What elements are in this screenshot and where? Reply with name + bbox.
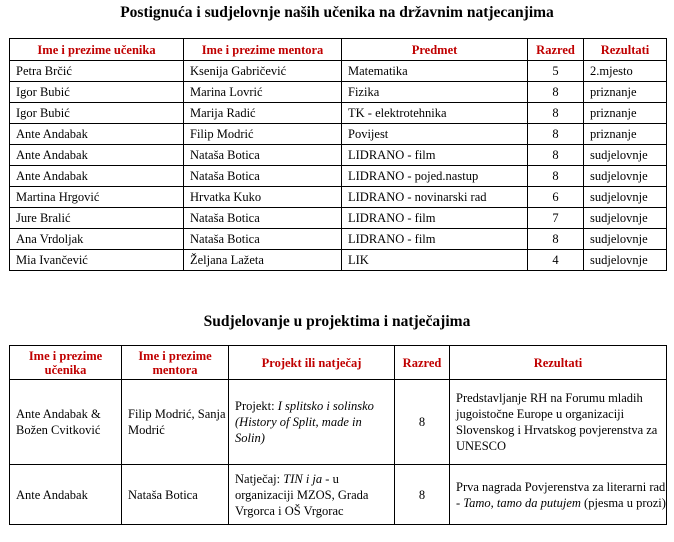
table-row [10, 208, 667, 229]
project-cell [229, 380, 395, 465]
section1-title: Postignuća i sudjelovnje naših učenika na državnim natjecanjima [120, 4, 554, 21]
table-header-row [10, 346, 667, 380]
project-suffix: - u organizaciji MZOS, Grada Vrgorca i OŠ Vrgorac [235, 471, 369, 518]
header-grade: Razred [528, 39, 584, 61]
table-row [10, 187, 667, 208]
table-row [10, 103, 667, 124]
grade-cell: 8 [395, 380, 450, 465]
subject-cell: LIDRANO - film [342, 208, 528, 229]
subject-cell: LIDRANO - novinarski rad [342, 187, 528, 208]
table-row [10, 250, 667, 271]
student-cell: Jure Bralić [10, 208, 184, 229]
header-grade: Razred [395, 346, 450, 380]
subject-cell: LIDRANO - film [342, 229, 528, 250]
grade-cell: 8 [528, 103, 584, 124]
mentor-cell: Filip Modrić [184, 124, 342, 145]
subject-cell: TK - elektrotehnika [342, 103, 528, 124]
project-prefix: Projekt: [235, 399, 278, 413]
result-cell: sudjelovnje [584, 208, 667, 229]
grade-cell: 8 [528, 124, 584, 145]
result-cell: sudjelovnje [584, 250, 667, 271]
mentor-cell: Željana Lažeta [184, 250, 342, 271]
mentor-cell: Nataša Botica [184, 166, 342, 187]
projects-table [9, 345, 667, 525]
student-cell: Ante Andabak [10, 166, 184, 187]
mentor-cell: Ksenija Gabričević [184, 61, 342, 82]
grade-cell: 8 [528, 229, 584, 250]
project-prefix: Natječaj: [235, 471, 284, 486]
project-cell [229, 465, 395, 525]
mentor-cell: Marina Lovrić [184, 82, 342, 103]
result-cell [450, 465, 667, 525]
subject-cell: LIK [342, 250, 528, 271]
project-title: TIN i ja [283, 471, 323, 486]
mentor-cell: Nataša Botica [184, 208, 342, 229]
header-student: Ime i prezime učenika [10, 346, 122, 380]
table-header-row [10, 39, 667, 61]
table-row [10, 82, 667, 103]
mentor-cell: Nataša Botica [122, 465, 229, 525]
subject-cell: LIDRANO - pojed.nastup [342, 166, 528, 187]
result-cell [450, 380, 667, 465]
table-row [10, 465, 667, 525]
header-project: Projekt ili natječaj [229, 346, 395, 380]
subject-cell: LIDRANO - film [342, 145, 528, 166]
table-row [10, 166, 667, 187]
result-cell: sudjelovnje [584, 187, 667, 208]
header-mentor: Ime i prezime mentora [184, 39, 342, 61]
student-cell: Igor Bubić [10, 82, 184, 103]
result-prefix: Prva nagrada Povjerenstva za literarni rad - [456, 479, 666, 510]
student-cell: Ana Vrdoljak [10, 229, 184, 250]
student-cell: Mia Ivančević [10, 250, 184, 271]
result-cell: sudjelovnje [584, 145, 667, 166]
student-cell: Ante Andabak & Božen Cvitković [10, 380, 122, 465]
grade-cell: 8 [528, 145, 584, 166]
subject-cell: Matematika [342, 61, 528, 82]
table-row [10, 145, 667, 166]
grade-cell: 5 [528, 61, 584, 82]
grade-cell: 8 [528, 82, 584, 103]
mentor-cell: Nataša Botica [184, 229, 342, 250]
result-cell: priznanje [584, 124, 667, 145]
grade-cell: 7 [528, 208, 584, 229]
student-cell: Igor Bubić [10, 103, 184, 124]
result-suffix: (pjesma u prozi) [580, 495, 666, 510]
student-cell: Ante Andabak [10, 465, 122, 525]
result-cell: sudjelovnje [584, 229, 667, 250]
result-cell: priznanje [584, 103, 667, 124]
result-title: Tamo, tamo da putujem [463, 495, 581, 510]
table-row [10, 61, 667, 82]
table-row [10, 124, 667, 145]
student-cell: Ante Andabak [10, 124, 184, 145]
header-mentor: Ime i prezime mentora [122, 346, 229, 380]
header-result: Rezultati [584, 39, 667, 61]
mentor-cell: Filip Modrić, Sanja Modrić [122, 380, 229, 465]
table-row [10, 380, 667, 465]
project-title: I splitsko i solinsko (History of Split, made in Solin) [235, 399, 374, 445]
grade-cell: 8 [528, 166, 584, 187]
student-cell: Martina Hrgović [10, 187, 184, 208]
result-cell: priznanje [584, 82, 667, 103]
result-prefix: Predstavljanje RH na Forumu mladih jugoistočne Europe u organizaciji Slovenskog i Hrvatskog povjerenstva za UNESCO [456, 391, 658, 453]
header-subject: Predmet [342, 39, 528, 61]
competitions-table [9, 38, 667, 271]
mentor-cell: Marija Radić [184, 103, 342, 124]
grade-cell: 6 [528, 187, 584, 208]
student-cell: Petra Brčić [10, 61, 184, 82]
subject-cell: Fizika [342, 82, 528, 103]
grade-cell: 4 [528, 250, 584, 271]
mentor-cell: Nataša Botica [184, 145, 342, 166]
section2-title: Sudjelovanje u projektima i natječajima [203, 313, 471, 330]
result-cell: 2.mjesto [584, 61, 667, 82]
subject-cell: Povijest [342, 124, 528, 145]
header-result: Rezultati [450, 346, 667, 380]
student-cell: Ante Andabak [10, 145, 184, 166]
header-student: Ime i prezime učenika [10, 39, 184, 61]
grade-cell: 8 [395, 465, 450, 525]
table-row [10, 229, 667, 250]
result-cell: sudjelovnje [584, 166, 667, 187]
mentor-cell: Hrvatka Kuko [184, 187, 342, 208]
